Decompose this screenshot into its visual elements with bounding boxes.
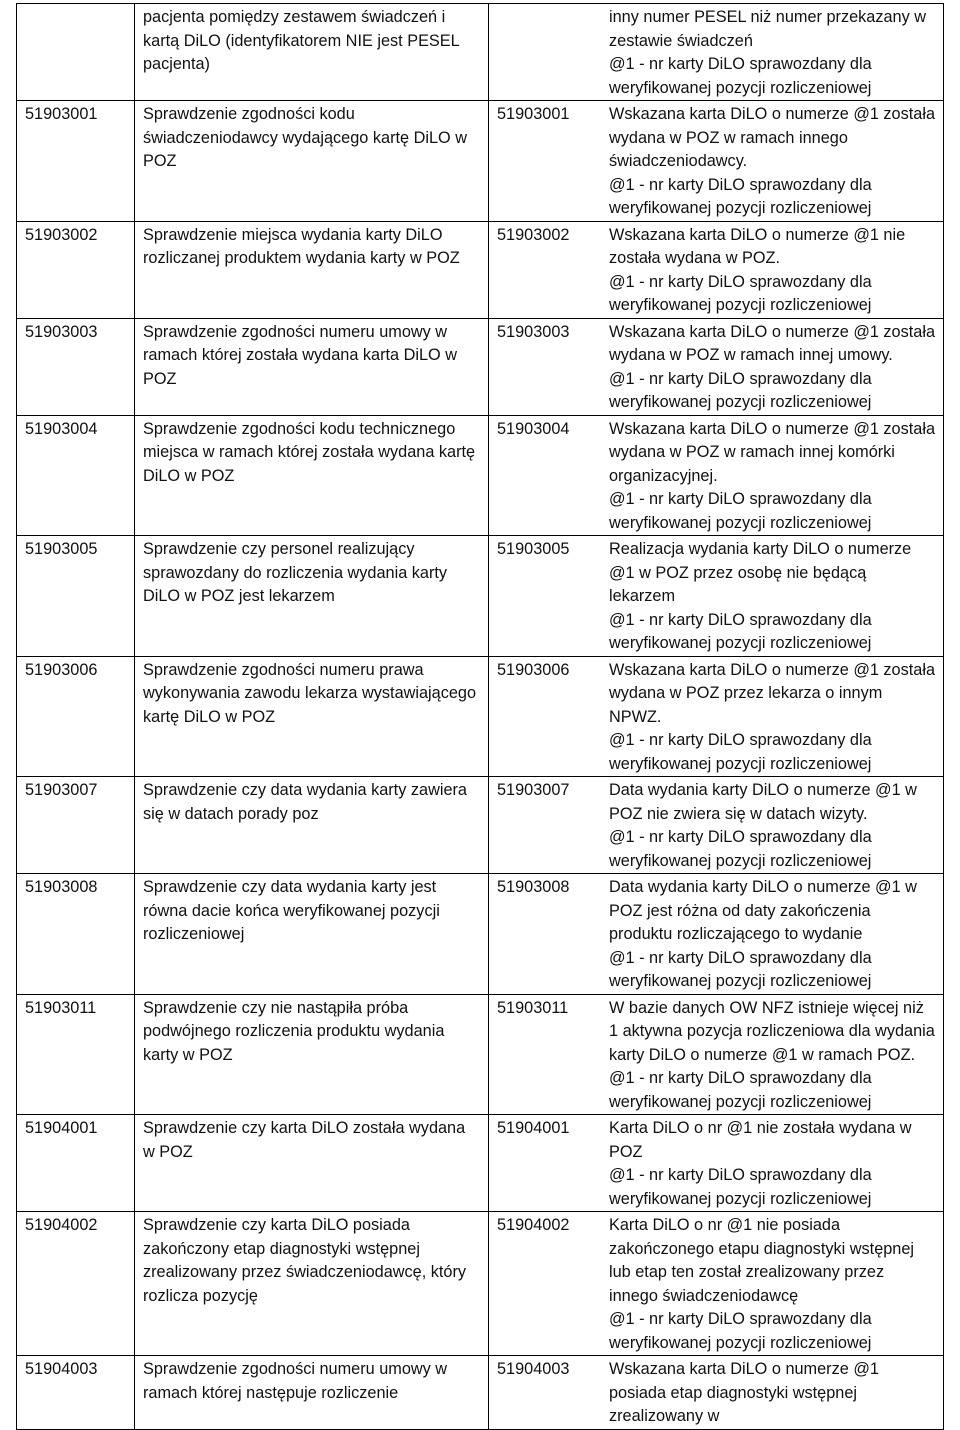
- error-note: @1 - nr karty DiLO sprawozdany dla weryfikowanej pozycji rozliczeniowej: [609, 610, 872, 652]
- rule-code: 51903005: [17, 536, 135, 657]
- error-note: @1 - nr karty DiLO sprawozdany dla weryfikowanej pozycji rozliczeniowej: [609, 828, 872, 870]
- rule-description: Sprawdzenie czy karta DiLO posiada zakończony etap diagnostyki wstępnej zrealizowany przez świadczeniodawcę, który rozlicza pozycję: [135, 1212, 489, 1356]
- error-message: Wskazana karta DiLO o numerze @1 została wydana w POZ w ramach innej umowy.: [609, 322, 936, 364]
- error-code: 51903002: [497, 225, 570, 244]
- table-row: [17, 221, 944, 318]
- validation-rules-table: [16, 3, 944, 1430]
- rule-errors: [489, 874, 944, 995]
- error-entry: [497, 538, 935, 656]
- error-text: [609, 224, 935, 318]
- error-note: @1 - nr karty DiLO sprawozdany dla weryfikowanej pozycji rozliczeniowej: [609, 55, 872, 97]
- rule-errors: [489, 777, 944, 874]
- error-code: 51903011: [497, 998, 569, 1017]
- error-message: Wskazana karta DiLO o numerze @1 została wydana w POZ w ramach innej komórki organizacyjnej.: [609, 419, 936, 485]
- rule-description: Sprawdzenie zgodności kodu technicznego miejsca w ramach której została wydana kartę DiLO w POZ: [135, 415, 489, 536]
- error-note: @1 - nr karty DiLO sprawozdany dla weryfikowanej pozycji rozliczeniowej: [609, 175, 872, 217]
- error-message: W bazie danych OW NFZ istnieje więcej niż 1 aktywna pozycja rozliczeniowa dla wydania karty DiLO o numerze @1 w ramach POZ.: [609, 998, 935, 1064]
- error-note: @1 - nr karty DiLO sprawozdany dla weryfikowanej pozycji rozliczeniowej: [609, 369, 872, 411]
- rule-code: 51903011: [17, 994, 135, 1115]
- error-message: Data wydania karty DiLO o numerze @1 w POZ jest różna od daty zakończenia produktu rozliczającego to wydanie: [609, 878, 917, 943]
- rule-description: Sprawdzenie zgodności kodu świadczeniodawcy wydającego kartę DiLO w POZ: [135, 101, 489, 222]
- table-row: [17, 318, 944, 415]
- error-text: [609, 659, 935, 777]
- rule-description: Sprawdzenie czy karta DiLO została wydana w POZ: [135, 1115, 489, 1212]
- rule-code: 51903001: [17, 101, 135, 222]
- table-row: [17, 874, 944, 995]
- rule-description: Sprawdzenie zgodności numeru umowy w ramach której następuje rozliczenie: [135, 1356, 489, 1430]
- table-body: [17, 4, 944, 1430]
- error-message: Data wydania karty DiLO o numerze @1 w POZ nie zwiera się w datach wizyty.: [609, 781, 917, 823]
- error-entry: [497, 997, 935, 1115]
- rule-code: 51903008: [17, 874, 135, 995]
- table-row: [17, 415, 944, 536]
- table-row: [17, 4, 944, 101]
- rule-code: 51903007: [17, 777, 135, 874]
- table-row: [17, 1115, 944, 1212]
- error-code: 51903004: [497, 419, 570, 438]
- rule-code: 51903003: [17, 318, 135, 415]
- table-row: [17, 994, 944, 1115]
- table-row: [17, 1356, 944, 1430]
- rule-description: Sprawdzenie czy data wydania karty zawiera się w datach porady poz: [135, 777, 489, 874]
- error-text: [609, 103, 935, 221]
- table-row: [17, 656, 944, 777]
- table-row: [17, 536, 944, 657]
- rule-errors: [489, 536, 944, 657]
- rule-code: [17, 4, 135, 101]
- error-note: @1 - nr karty DiLO sprawozdany dla weryfikowanej pozycji rozliczeniowej: [609, 948, 872, 990]
- error-text: [609, 876, 935, 994]
- error-message: Wskazana karta DiLO o numerze @1 została wydana w POZ przez lekarza o innym NPWZ.: [609, 660, 936, 726]
- rule-description: Sprawdzenie czy personel realizujący sprawozdany do rozliczenia wydania karty DiLO w POZ jest lekarzem: [135, 536, 489, 657]
- rule-description: Sprawdzenie zgodności numeru umowy w ramach której została wydana karta DiLO w POZ: [135, 318, 489, 415]
- rule-description: Sprawdzenie czy data wydania karty jest równa dacie końca weryfikowanej pozycji rozliczeniowej: [135, 874, 489, 995]
- error-entry: [497, 321, 935, 415]
- error-code: 51903006: [497, 660, 570, 679]
- rule-code: 51904002: [17, 1212, 135, 1356]
- error-code: 51903001: [497, 105, 570, 123]
- error-text: [609, 1358, 935, 1429]
- error-text: [609, 538, 935, 656]
- error-text: [609, 321, 935, 415]
- error-note: @1 - nr karty DiLO sprawozdany dla weryfikowanej pozycji rozliczeniowej: [609, 731, 872, 773]
- table-row: [17, 1212, 944, 1356]
- rule-errors: [489, 101, 944, 222]
- error-code: 51904002: [497, 1216, 570, 1234]
- rule-code: 51904003: [17, 1356, 135, 1430]
- error-note: @1 - nr karty DiLO sprawozdany dla weryfikowanej pozycji rozliczeniowej: [609, 1166, 872, 1208]
- error-message: Wskazana karta DiLO o numerze @1 została wydana w POZ w ramach innego świadczeniodawcy.: [609, 105, 936, 170]
- error-message: inny numer PESEL niż numer przekazany w zestawie świadczeń: [609, 8, 927, 50]
- rule-errors: [489, 656, 944, 777]
- error-code: 51903007: [497, 781, 570, 799]
- rule-errors: [489, 4, 944, 101]
- rule-description: Sprawdzenie miejsca wydania karty DiLO rozliczanej produktem wydania karty w POZ: [135, 221, 489, 318]
- error-code: 51903005: [497, 540, 570, 558]
- error-entry: [497, 6, 935, 100]
- error-text: [609, 997, 935, 1115]
- error-entry: [497, 1117, 935, 1211]
- rule-errors: [489, 415, 944, 536]
- rule-errors: [489, 318, 944, 415]
- table-row: [17, 777, 944, 874]
- error-message: Karta DiLO o nr @1 nie posiada zakończonego etapu diagnostyki wstępnej lub etap ten został zrealizowany przez innego świadczeniodawcę: [609, 1216, 915, 1305]
- rule-errors: [489, 994, 944, 1115]
- rule-errors: [489, 1115, 944, 1212]
- rule-errors: [489, 1212, 944, 1356]
- error-entry: [497, 1214, 935, 1355]
- error-note: @1 - nr karty DiLO sprawozdany dla weryfikowanej pozycji rozliczeniowej: [609, 272, 872, 314]
- error-text: [609, 1117, 935, 1211]
- rule-description: Sprawdzenie zgodności numeru prawa wykonywania zawodu lekarza wystawiającego kartę DiLO w POZ: [135, 656, 489, 777]
- rule-code: 51904001: [17, 1115, 135, 1212]
- error-entry: [497, 876, 935, 994]
- error-note: @1 - nr karty DiLO sprawozdany dla weryfikowanej pozycji rozliczeniowej: [609, 1310, 872, 1352]
- error-entry: [497, 418, 935, 536]
- error-message: Wskazana karta DiLO o numerze @1 nie została wydana w POZ.: [609, 225, 906, 267]
- error-text: [609, 779, 935, 873]
- error-entry: [497, 659, 935, 777]
- rule-description: pacjenta pomiędzy zestawem świadczeń i kartą DiLO (identyfikatorem NIE jest PESEL pacjenta): [135, 4, 489, 101]
- rule-description: Sprawdzenie czy nie nastąpiła próba podwójnego rozliczenia produktu wydania karty w POZ: [135, 994, 489, 1115]
- error-message: Wskazana karta DiLO o numerze @1 posiada etap diagnostyki wstępnej zrealizowany w: [609, 1360, 879, 1425]
- rule-errors: [489, 221, 944, 318]
- error-code: 51904001: [497, 1119, 570, 1137]
- error-note: @1 - nr karty DiLO sprawozdany dla weryfikowanej pozycji rozliczeniowej: [609, 490, 872, 532]
- error-code: 51903003: [497, 322, 570, 341]
- error-entry: [497, 779, 935, 873]
- rule-code: 51903004: [17, 415, 135, 536]
- error-note: @1 - nr karty DiLO sprawozdany dla weryfikowanej pozycji rozliczeniowej: [609, 1069, 872, 1111]
- error-message: Karta DiLO o nr @1 nie została wydana w POZ: [609, 1119, 912, 1161]
- error-entry: [497, 224, 935, 318]
- error-text: [609, 6, 935, 100]
- error-entry: [497, 103, 935, 221]
- rule-code: 51903006: [17, 656, 135, 777]
- rule-errors: [489, 1356, 944, 1430]
- table-row: [17, 101, 944, 222]
- error-code: 51903008: [497, 878, 570, 896]
- error-text: [609, 418, 935, 536]
- error-code: 51904003: [497, 1360, 570, 1378]
- error-message: Realizacja wydania karty DiLO o numerze @1 w POZ przez osobę nie będącą lekarzem: [609, 540, 912, 605]
- rule-code: 51903002: [17, 221, 135, 318]
- error-text: [609, 1214, 935, 1355]
- error-entry: [497, 1358, 935, 1429]
